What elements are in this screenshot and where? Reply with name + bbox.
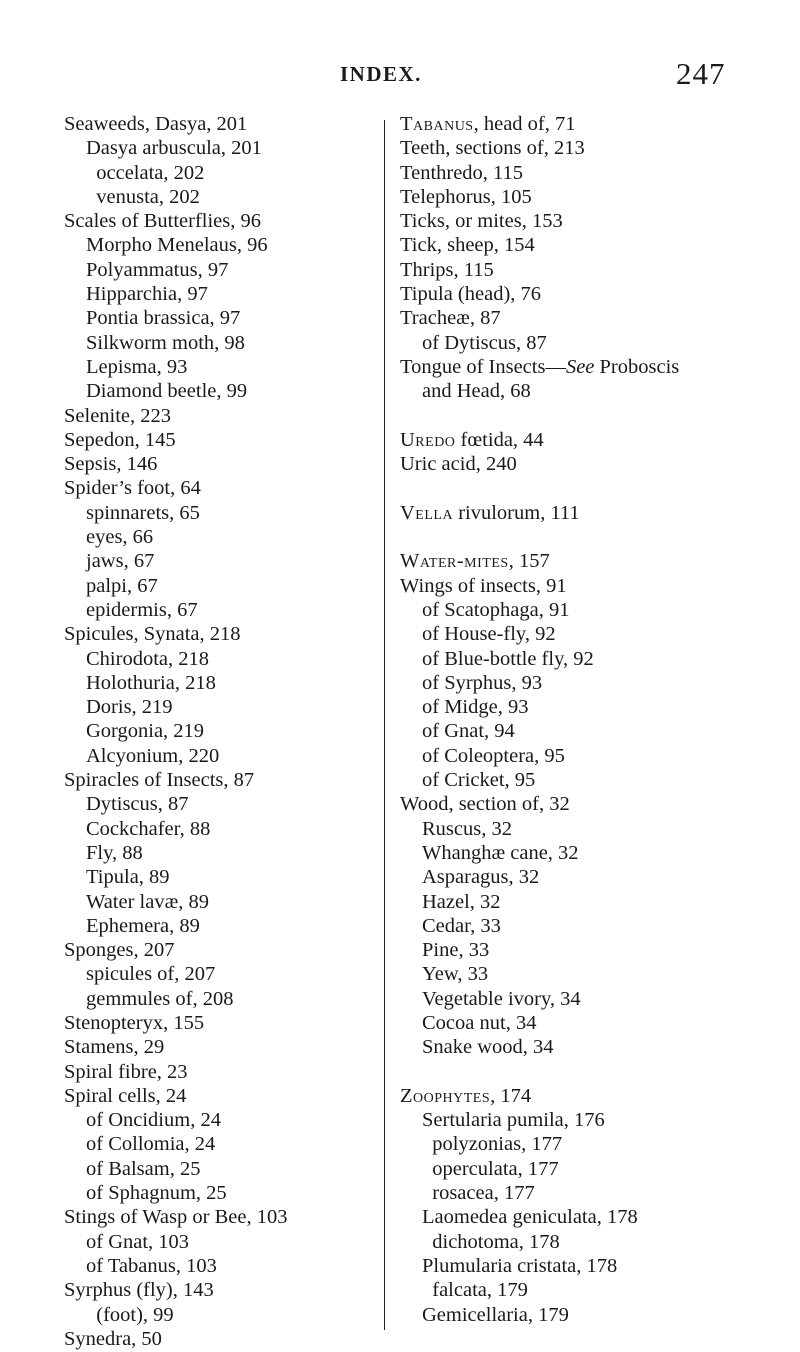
entry-text: occelata, 202 <box>86 161 205 184</box>
index-entry <box>400 185 780 209</box>
index-entry <box>64 865 374 889</box>
entry-text: , 157 <box>508 550 550 573</box>
index-entry <box>64 1108 374 1132</box>
entry-text: Asparagus, 32 <box>422 866 540 889</box>
index-entry <box>400 695 780 719</box>
entry-heading: Tabanus <box>400 113 474 135</box>
entry-spacer <box>400 404 780 428</box>
index-entry <box>64 695 374 719</box>
entry-text: Dasya arbuscula, 201 <box>86 137 262 160</box>
entry-text: Pine, 33 <box>422 939 490 962</box>
index-entry <box>400 1011 780 1035</box>
entry-see: See <box>565 355 595 378</box>
index-entry <box>64 671 374 695</box>
entry-text: Synedra, 50 <box>64 1327 162 1350</box>
index-entry <box>64 549 374 573</box>
index-entry <box>400 1230 780 1254</box>
index-entry <box>400 914 780 938</box>
index-entry <box>64 792 374 816</box>
index-entry <box>400 136 780 160</box>
entry-text: epidermis, 67 <box>86 598 198 621</box>
entry-text: Tick, sheep, 154 <box>400 234 535 257</box>
entry-text: falcata, 179 <box>422 1279 528 1302</box>
entry-text: palpi, 67 <box>86 574 158 597</box>
index-entry <box>64 501 374 525</box>
index-entry <box>400 671 780 695</box>
index-entry <box>400 768 780 792</box>
entry-text: Tongue of Insects— <box>400 355 566 378</box>
entry-text: dichotoma, 178 <box>422 1230 560 1253</box>
index-entry <box>64 355 374 379</box>
entry-text: (foot), 99 <box>86 1303 174 1326</box>
entry-text: Ticks, or mites, 153 <box>400 210 563 233</box>
entry-text: Fly, 88 <box>86 841 143 864</box>
index-entry <box>400 938 780 962</box>
entry-text: Water lavæ, 89 <box>86 890 210 913</box>
index-entry <box>400 282 780 306</box>
index-entry <box>64 817 374 841</box>
entry-text: Vegetable ivory, 34 <box>422 987 581 1010</box>
index-entry <box>64 647 374 671</box>
entry-text: Laomedea geniculata, 178 <box>422 1206 638 1229</box>
index-entry <box>400 549 780 573</box>
entry-text: Tenthredo, 115 <box>400 161 524 184</box>
index-entry <box>64 258 374 282</box>
index-entry <box>400 1084 780 1108</box>
entry-text: Gorgonia, 219 <box>86 720 205 743</box>
entry-text: Spiral fibre, 23 <box>64 1060 188 1083</box>
index-entry <box>64 476 374 500</box>
entry-text: Stenopteryx, 155 <box>64 1011 205 1034</box>
entry-text: Tipula (head), 76 <box>400 283 542 306</box>
entry-text: Gemicellaria, 179 <box>422 1303 569 1326</box>
index-entry <box>400 987 780 1011</box>
index-entry <box>400 719 780 743</box>
index-entry <box>64 1060 374 1084</box>
index-entry <box>64 209 374 233</box>
entry-text: operculata, 177 <box>422 1157 559 1180</box>
entry-text: of House-fly, 92 <box>422 623 556 646</box>
entry-text: Thrips, 115 <box>400 258 494 281</box>
entry-text: Spider’s foot, 64 <box>64 477 201 500</box>
entry-text: Syrphus (fly), 143 <box>64 1279 214 1302</box>
running-title: INDEX. <box>340 62 422 86</box>
page-number: 247 <box>676 56 726 91</box>
entry-text: Pontia brassica, 97 <box>86 307 241 330</box>
entry-text: Silkworm moth, 98 <box>86 331 245 354</box>
entry-spacer <box>400 525 780 549</box>
index-column-left <box>64 112 374 1351</box>
entry-text: Selenite, 223 <box>64 404 172 427</box>
index-entry <box>64 1035 374 1059</box>
entry-text: of Balsam, 25 <box>86 1157 201 1180</box>
entry-text: Hazel, 32 <box>422 890 501 913</box>
index-entry <box>64 404 374 428</box>
entry-text: , head of, 71 <box>473 113 576 135</box>
index-entry <box>400 598 780 622</box>
entry-text: Seaweeds, Dasya, 201 <box>64 113 248 135</box>
index-entry <box>64 282 374 306</box>
index-entry <box>64 1181 374 1205</box>
entry-text: Doris, 219 <box>86 696 173 719</box>
entry-text: Spiracles of Insects, 87 <box>64 769 255 792</box>
entry-text: Spicules, Synata, 218 <box>64 623 241 646</box>
index-entry <box>64 452 374 476</box>
column-divider <box>384 120 385 1330</box>
entry-text: Sertularia pumila, 176 <box>422 1109 605 1132</box>
index-entry <box>64 1230 374 1254</box>
index-entry <box>64 1278 374 1302</box>
index-entry <box>400 744 780 768</box>
entry-text: Stamens, 29 <box>64 1036 165 1059</box>
entry-text: of Oncidium, 24 <box>86 1109 221 1132</box>
entry-text: Whanghæ cane, 32 <box>422 841 579 864</box>
index-entry <box>400 647 780 671</box>
entry-text: spicules of, 207 <box>86 963 216 986</box>
index-entry <box>400 622 780 646</box>
page-header <box>0 56 800 100</box>
entry-text-after: Proboscis <box>594 355 680 378</box>
entry-heading: Water-mites <box>400 550 509 573</box>
entry-text: Sponges, 207 <box>64 939 175 962</box>
index-entry <box>400 306 780 330</box>
entry-text: of Tabanus, 103 <box>86 1254 217 1277</box>
entry-text: of Sphagnum, 25 <box>86 1182 227 1205</box>
entry-text: Ephemera, 89 <box>86 914 200 937</box>
index-entry <box>400 1205 780 1229</box>
entry-text: Wood, section of, 32 <box>400 793 570 816</box>
index-entry <box>64 428 374 452</box>
entry-text: Stings of Wasp or Bee, 103 <box>64 1206 288 1229</box>
index-entry <box>64 914 374 938</box>
index-entry <box>400 112 780 136</box>
index-entry <box>64 233 374 257</box>
index-entry <box>64 719 374 743</box>
index-entry <box>64 768 374 792</box>
entry-text: fœtida, 44 <box>455 428 544 451</box>
index-entry <box>64 331 374 355</box>
entry-text: gemmules of, 208 <box>86 987 234 1010</box>
entry-text: polyzonias, 177 <box>422 1133 563 1156</box>
entry-text: spinnarets, 65 <box>86 501 200 524</box>
index-entry <box>400 355 780 379</box>
entry-text: Lepisma, 93 <box>86 355 188 378</box>
index-entry <box>64 185 374 209</box>
index-entry <box>64 598 374 622</box>
index-entry <box>64 987 374 1011</box>
index-entry <box>400 890 780 914</box>
index-entry <box>400 841 780 865</box>
index-entry <box>400 1157 780 1181</box>
index-entry <box>64 1205 374 1229</box>
index-entry <box>64 525 374 549</box>
index-entry <box>400 233 780 257</box>
entry-text: Cocoa nut, 34 <box>422 1011 537 1034</box>
entry-text: Scales of Butterflies, 96 <box>64 210 261 233</box>
entry-text: jaws, 67 <box>86 550 155 573</box>
entry-text: Morpho Menelaus, 96 <box>86 234 268 257</box>
entry-text: Ruscus, 32 <box>422 817 512 840</box>
index-entry <box>400 331 780 355</box>
entry-text: venusta, 202 <box>86 185 200 208</box>
entry-text: of Coleoptera, 95 <box>422 744 565 767</box>
index-entry <box>400 574 780 598</box>
entry-text: Teeth, sections of, 213 <box>400 137 585 160</box>
index-entry <box>400 1108 780 1132</box>
entry-text: Hipparchia, 97 <box>86 283 208 306</box>
index-entry <box>400 817 780 841</box>
index-entry <box>400 865 780 889</box>
index-entry <box>400 962 780 986</box>
index-entry <box>64 136 374 160</box>
index-entry <box>64 622 374 646</box>
index-entry <box>64 938 374 962</box>
index-entry <box>64 1327 374 1351</box>
entry-heading: Vella <box>400 501 454 524</box>
entry-spacer <box>400 1060 780 1084</box>
index-entry <box>64 1303 374 1327</box>
entry-text: Telephorus, 105 <box>400 185 532 208</box>
entry-text: of Scatophaga, 91 <box>422 598 570 621</box>
entry-text: Sepsis, 146 <box>64 453 158 476</box>
index-entry <box>400 1132 780 1156</box>
index-entry <box>400 452 780 476</box>
entry-text: , 174 <box>490 1084 532 1107</box>
index-entry <box>64 306 374 330</box>
index-entry <box>64 1011 374 1035</box>
index-entry <box>64 962 374 986</box>
index-entry <box>400 1254 780 1278</box>
index-entry <box>64 379 374 403</box>
index-entry <box>400 792 780 816</box>
entry-text: Polyammatus, 97 <box>86 258 229 281</box>
index-entry <box>64 112 374 136</box>
index-entry <box>400 428 780 452</box>
entry-text: Chirodota, 218 <box>86 647 209 670</box>
index-entry <box>64 1157 374 1181</box>
entry-text: Cockchafer, 88 <box>86 817 211 840</box>
index-entry <box>400 1181 780 1205</box>
index-entry <box>64 841 374 865</box>
index-entry <box>400 1035 780 1059</box>
entry-text: Diamond beetle, 99 <box>86 380 248 403</box>
index-entry <box>64 1084 374 1108</box>
entry-text: of Blue-bottle fly, 92 <box>422 647 594 670</box>
entry-spacer <box>400 476 780 500</box>
entry-text: Tipula, 89 <box>86 866 170 889</box>
index-entry <box>64 574 374 598</box>
entry-heading: Zoophytes <box>400 1084 491 1107</box>
index-entry <box>400 1303 780 1327</box>
entry-text: Yew, 33 <box>422 963 489 986</box>
index-entry <box>64 1132 374 1156</box>
entry-text: Sepedon, 145 <box>64 428 176 451</box>
entry-text: rosacea, 177 <box>422 1182 535 1205</box>
entry-text: Uric acid, 240 <box>400 453 517 476</box>
entry-text: Plumularia cristata, 178 <box>422 1254 618 1277</box>
entry-text: and Head, 68 <box>422 380 531 403</box>
entry-text: rivulorum, 111 <box>453 501 580 524</box>
entry-heading: Uredo <box>400 428 456 451</box>
index-entry <box>400 1278 780 1302</box>
entry-text: of Cricket, 95 <box>422 769 536 792</box>
entry-text: Snake wood, 34 <box>422 1036 554 1059</box>
index-column-right <box>400 112 780 1327</box>
index-entry <box>64 890 374 914</box>
entry-text: Alcyonium, 220 <box>86 744 220 767</box>
index-entry <box>400 379 780 403</box>
entry-text: of Gnat, 103 <box>86 1230 190 1253</box>
index-entry <box>400 258 780 282</box>
entry-text: of Syrphus, 93 <box>422 671 543 694</box>
entry-text: Spiral cells, 24 <box>64 1084 187 1107</box>
index-entry <box>400 501 780 525</box>
index-entry <box>64 744 374 768</box>
entry-text: Cedar, 33 <box>422 914 501 937</box>
index-entry <box>64 1254 374 1278</box>
entry-text: Holothuria, 218 <box>86 671 216 694</box>
entry-text: of Dytiscus, 87 <box>422 331 547 354</box>
entry-text: Wings of insects, 91 <box>400 574 567 597</box>
entry-text: of Midge, 93 <box>422 696 529 719</box>
index-entry <box>400 209 780 233</box>
entry-text: of Collomia, 24 <box>86 1133 216 1156</box>
entry-text: eyes, 66 <box>86 526 154 549</box>
entry-text: of Gnat, 94 <box>422 720 515 743</box>
entry-text: Dytiscus, 87 <box>86 793 189 816</box>
index-entry <box>64 161 374 185</box>
index-entry <box>400 161 780 185</box>
entry-text: Tracheæ, 87 <box>400 307 501 330</box>
